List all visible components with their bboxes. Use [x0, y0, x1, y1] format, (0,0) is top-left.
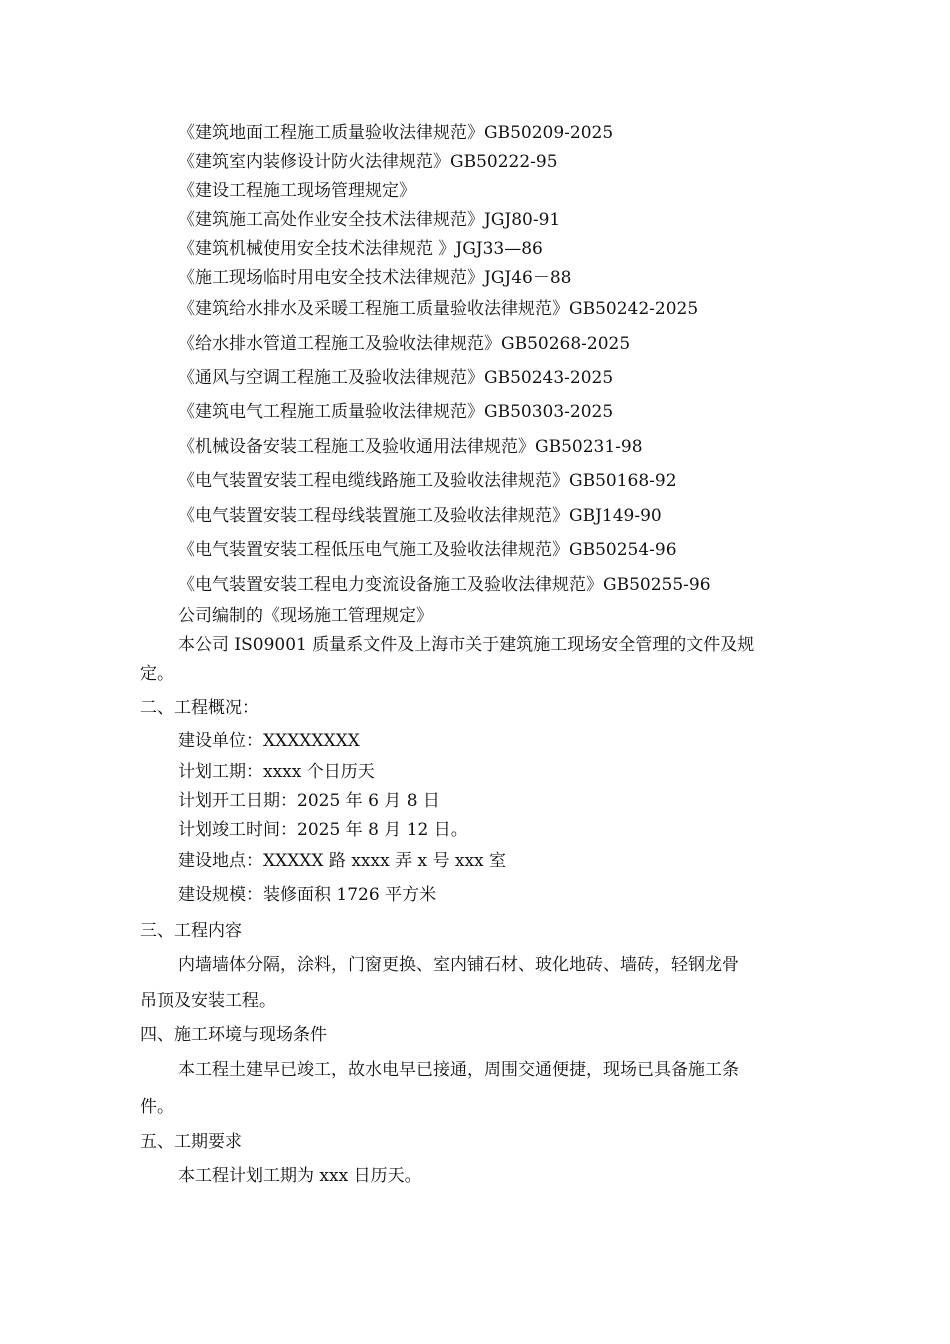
- standard-item: 《建筑地面工程施工质量验收法律规范》GB50209-2025: [178, 123, 614, 143]
- environment-paragraph-line: 本工程土建早已竣工，故水电早已接通，周围交通便捷，现场已具备施工条: [178, 1060, 739, 1080]
- overview-item: 建设规模：装修面积 1726 平方米: [178, 885, 437, 905]
- section-heading-environment: 四、施工环境与现场条件: [140, 1025, 327, 1045]
- standard-item: 《给水排水管道工程施工及验收法律规范》GB50268-2025: [178, 334, 631, 354]
- overview-item: 建设地点：XXXXX 路 xxxx 弄 x 号 xxx 室: [178, 851, 507, 871]
- standard-item: 《电气装置安装工程电缆线路施工及验收法律规范》GB50168-92: [178, 471, 677, 491]
- standard-item: 《建筑室内装修设计防火法律规范》GB50222-95: [178, 152, 558, 172]
- content-paragraph-line: 吊顶及安装工程。: [140, 991, 276, 1011]
- overview-item: 计划竣工时间：2025 年 8 月 12 日。: [178, 820, 468, 840]
- section-heading-schedule: 五、工期要求: [140, 1132, 242, 1152]
- iso-paragraph-line: 定。: [140, 664, 174, 684]
- overview-item: 计划开工日期：2025 年 6 月 8 日: [178, 791, 440, 811]
- section-heading-content: 三、工程内容: [140, 921, 242, 941]
- overview-item: 建设单位：XXXXXXXX: [178, 731, 360, 751]
- content-paragraph-line: 内墙墙体分隔，涂料，门窗更换、室内铺石材、玻化地砖、墙砖，轻钢龙骨: [178, 955, 739, 975]
- standard-item: 《施工现场临时用电安全技术法律规范》JGJ46－88: [178, 268, 572, 288]
- iso-paragraph-line: 本公司 IS09001 质量系文件及上海市关于建筑施工现场安全管理的文件及规: [178, 635, 755, 655]
- overview-item: 计划工期：xxxx 个日历天: [178, 762, 375, 782]
- standard-item: 《电气装置安装工程母线装置施工及验收法律规范》GBJ149-90: [178, 506, 662, 526]
- standard-item: 《建筑给水排水及采暖工程施工质量验收法律规范》GB50242-2025: [178, 299, 699, 319]
- standard-item: 《建筑施工高处作业安全技术法律规范》JGJ80-91: [178, 210, 561, 230]
- standard-item: 《机械设备安装工程施工及验收通用法律规范》GB50231-98: [178, 437, 643, 457]
- standard-item: 《建筑电气工程施工质量验收法律规范》GB50303-2025: [178, 402, 614, 422]
- environment-paragraph-line: 件。: [140, 1097, 174, 1117]
- standard-item: 公司编制的《现场施工管理规定》: [178, 606, 433, 626]
- standard-item: 《建筑机械使用安全技术法律规范 》JGJ33—86: [178, 239, 543, 259]
- standard-item: 《建设工程施工现场管理规定》: [178, 181, 416, 201]
- standard-item: 《通风与空调工程施工及验收法律规范》GB50243-2025: [178, 368, 614, 388]
- standard-item: 《电气装置安装工程电力变流设备施工及验收法律规范》GB50255-96: [178, 575, 711, 595]
- standard-item: 《电气装置安装工程低压电气施工及验收法律规范》GB50254-96: [178, 540, 677, 560]
- schedule-paragraph-line: 本工程计划工期为 xxx 日历天。: [178, 1166, 422, 1186]
- section-heading-overview: 二、工程概况：: [140, 698, 259, 718]
